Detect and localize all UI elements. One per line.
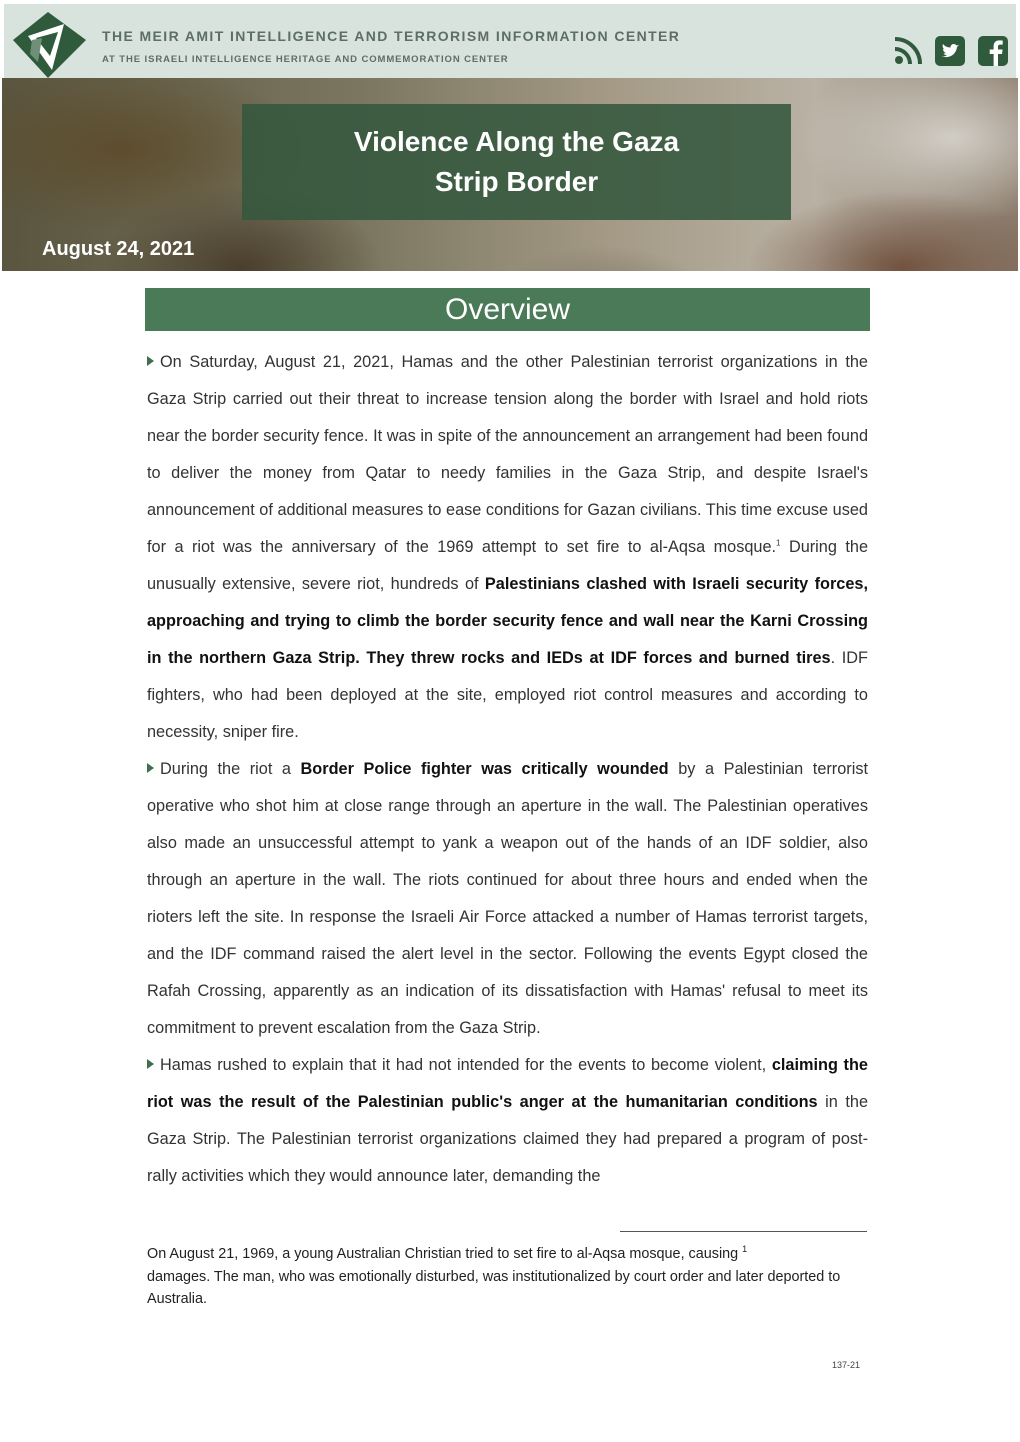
article-body [147, 344, 868, 1195]
paragraph-2: During the riot a Border Police fighter was critically wounded by a Palestinian terrorist operative who shot him at close range through an aperture in the wall. The Palestinian operatives also made an unsuccessful attempt to yank a weapon out of the hands of an IDF soldier, also through an aperture in the wall. The riots continued for about three hours and ended when the rioters left the site. In response the Israeli Air Force attacked a number of Hamas terrorist targets, and the IDF command raised the alert level in the sector. Following the events Egypt closed the Rafah Crossing, apparently as an indication of its dissatisfaction with Hamas' refusal to meet its commitment to prevent escalation from the Gaza Strip. [147, 760, 868, 1037]
section-heading: Overview [145, 288, 870, 331]
footnote-ref[interactable]: 1 [776, 538, 781, 548]
document-title: Violence Along the Gaza Strip Border [242, 104, 791, 220]
footnote-number: 1 [742, 1244, 748, 1255]
org-subtitle: AT THE ISRAELI INTELLIGENCE HERITAGE AND COMMEMORATION CENTER [102, 54, 509, 65]
paragraph-3: Hamas rushed to explain that it had not intended for the events to become violent, claiming the riot was the result of the Palestinian public's anger at the humanitarian conditions in the Gaza Strip. The Palestinian terrorist organizations claimed they had prepared a program of post-rally activities which they would announce later, demanding the [147, 1056, 868, 1185]
publication-date: August 24, 2021 [42, 238, 195, 260]
hero-banner [2, 78, 1018, 271]
org-name: THE MEIR AMIT INTELLIGENCE AND TERRORISM INFORMATION CENTER [102, 28, 681, 44]
document-number: 137-21 [832, 1360, 861, 1370]
bullet-arrow-icon [147, 356, 154, 366]
footnote: On August 21, 1969, a young Australian Christian tried to set fire to al-Aqsa mosque, causing $^1$ damages. The man, who was emotionally disturbed, was institutionalized by court order and later deported to Australia. [147, 1244, 841, 1307]
facebook-icon[interactable] [978, 36, 1008, 66]
paragraph-1: On Saturday, August 21, 2021, Hamas and the other Palestinian terrorist organizations in the Gaza Strip carried out their threat to increase tension along the border with Israel and hold riots near the border security fence. It was in spite of the announcement an arrangement had been found to deliver the money from Qatar to needy families in the Gaza Strip, and despite Israel's announcement of additional measures to ease conditions for Gazan civilians. This time excuse used for a riot was the anniversary of the 1969 attempt to set fire to al-Aqsa mosque.$^1$ During the unusually extensive, severe riot, hundreds of Palestinians clashed with Israeli security forces, approaching and trying to climb the border security fence and wall near the Karni Crossing in the northern Gaza Strip. They threw rocks and IEDs at IDF forces and burned tires. IDF fighters, who had been deployed at the site, employed riot control measures and according to necessity, sniper fire. [147, 353, 868, 741]
footnote-divider [620, 1231, 867, 1232]
rss-icon[interactable] [893, 36, 923, 66]
bullet-arrow-icon [147, 1059, 154, 1069]
bullet-arrow-icon [147, 763, 154, 773]
itic-logo [8, 10, 90, 78]
twitter-icon[interactable] [935, 36, 965, 66]
